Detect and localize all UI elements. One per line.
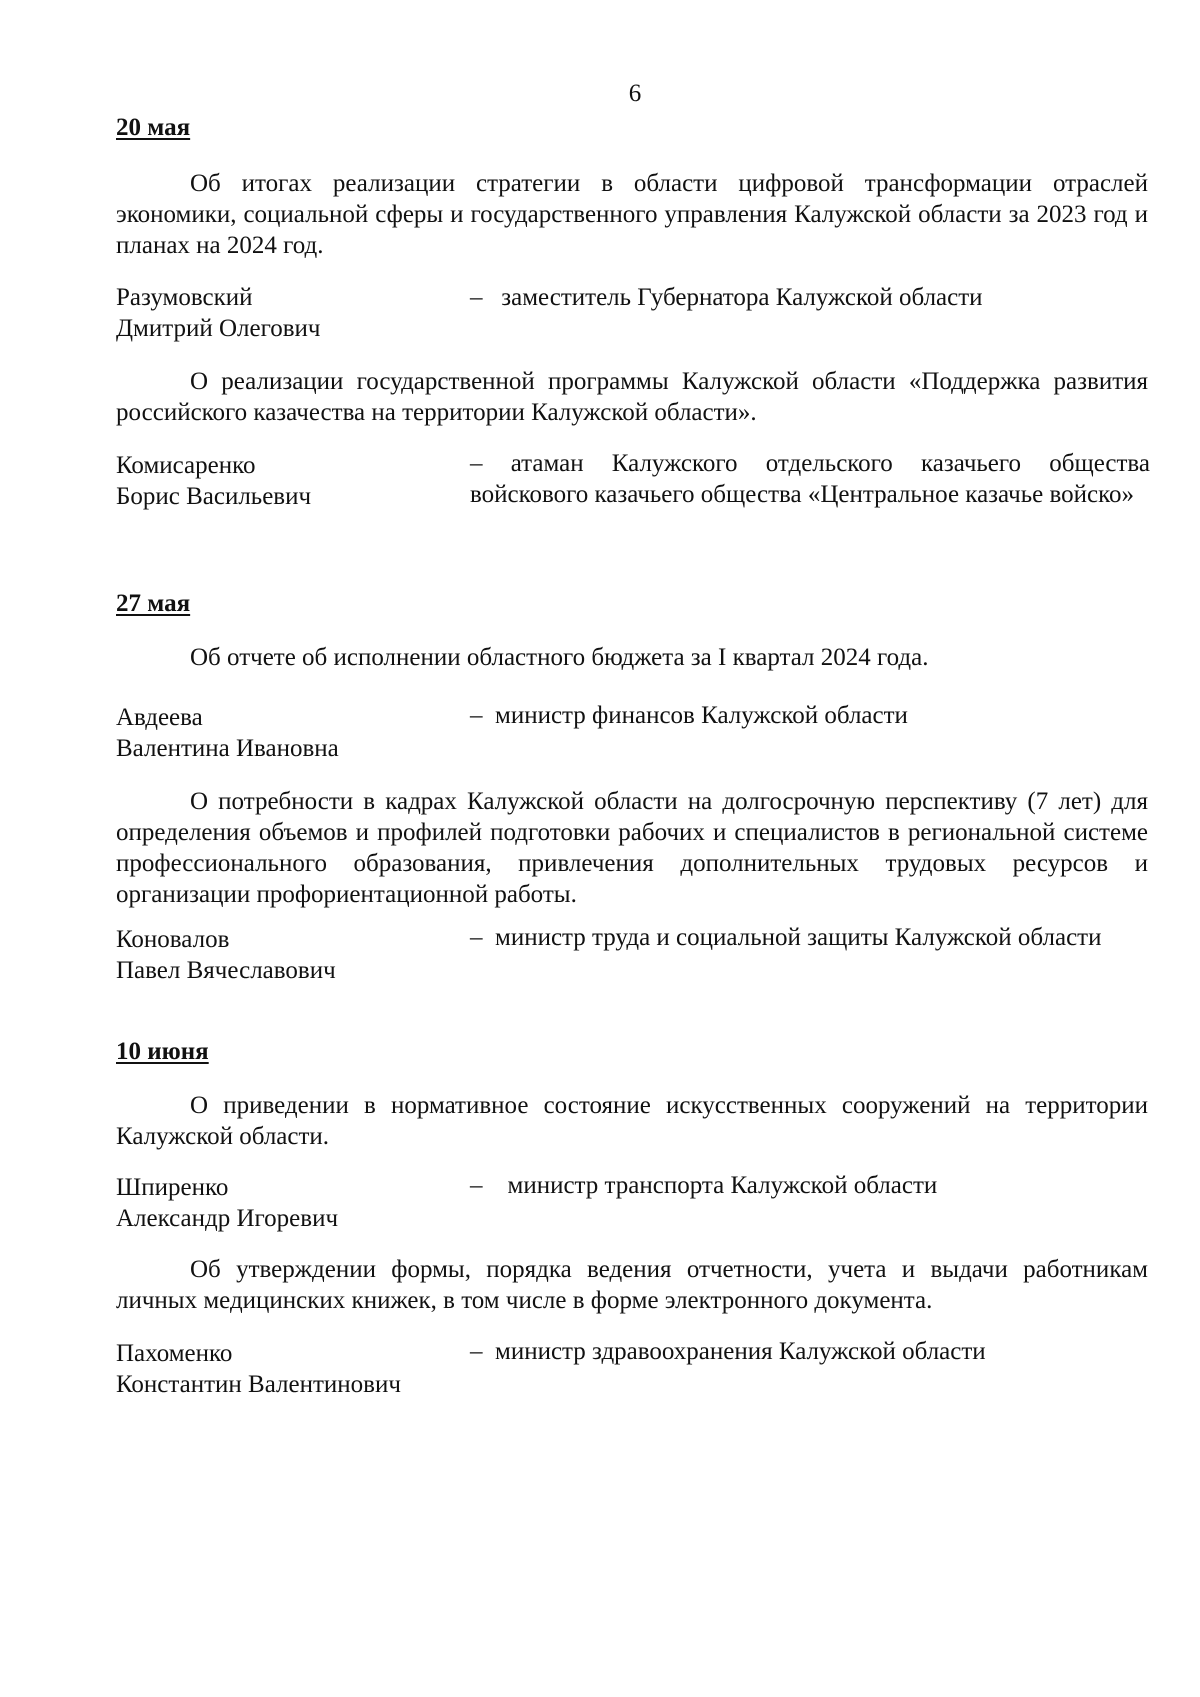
speaker-surname: Разумовский bbox=[116, 284, 253, 311]
section-date: 27 мая bbox=[116, 590, 191, 617]
speaker-role-text: министр финансов Калужской области bbox=[495, 702, 908, 729]
speaker-role-text: министр транспорта Калужской области bbox=[507, 1172, 938, 1199]
section-date: 20 мая bbox=[116, 114, 191, 141]
speaker-role-text: атаман Калужского отдельского казачьего общества войскового казачьего общества «Центральное казачье войско» bbox=[470, 450, 1151, 508]
page-number: 6 bbox=[628, 80, 642, 107]
speaker-given-name: Борис Васильевич bbox=[116, 483, 312, 510]
speaker-role bbox=[470, 282, 1150, 313]
agenda-topic: О потребности в кадрах Калужской области на долгосрочную перспективу (7 лет) для определения объемов и профилей подготовки рабочих и специалистов в региональной системе профессионального образования, привлечения дополнительных трудовых ресурсов и организации профориентационной работы. bbox=[116, 788, 1148, 908]
agenda-topic: Об утверждении формы, порядка ведения отчетности, учета и выдачи работникам личных медицинских книжек, в том числе в форме электронного документа. bbox=[116, 1256, 1148, 1314]
speaker-role-text: заместитель Губернатора Калужской области bbox=[501, 284, 983, 311]
speaker-name bbox=[116, 924, 446, 986]
agenda-topic: Об отчете об исполнении областного бюджета за I квартал 2024 года. bbox=[190, 644, 929, 671]
agenda-topic: Об итогах реализации стратегии в области цифровой трансформации отраслей экономики, социальной сферы и государственного управления Калужской области за 2023 год и планах на 2024 год. bbox=[116, 170, 1148, 259]
dash-separator: – bbox=[470, 1338, 483, 1365]
speaker-surname: Пахоменко bbox=[116, 1340, 233, 1367]
speaker-role bbox=[470, 448, 1150, 510]
speaker-role-text: министр здравоохранения Калужской области bbox=[495, 1338, 986, 1365]
dash-separator: – bbox=[470, 1172, 483, 1199]
speaker-given-name: Павел Вячеславович bbox=[116, 957, 336, 984]
speaker-surname: Коновалов bbox=[116, 926, 230, 953]
speaker-role bbox=[470, 1170, 1150, 1201]
speaker-role bbox=[470, 922, 1150, 953]
speaker-given-name: Валентина Ивановна bbox=[116, 735, 339, 762]
agenda-topic: О приведении в нормативное состояние искусственных сооружений на территории Калужской области. bbox=[116, 1092, 1148, 1150]
speaker-surname: Авдеева bbox=[116, 704, 203, 731]
speaker-name bbox=[116, 1172, 446, 1234]
dash-separator: – bbox=[470, 924, 483, 951]
speaker-role-text: министр труда и социальной защиты Калужской области bbox=[495, 924, 1102, 951]
speaker-surname: Шпиренко bbox=[116, 1174, 229, 1201]
speaker-role bbox=[470, 700, 1150, 731]
speaker-role bbox=[470, 1336, 1150, 1367]
speaker-given-name: Константин Валентинович bbox=[116, 1371, 401, 1398]
speaker-surname: Комисаренко bbox=[116, 452, 256, 479]
dash-separator: – bbox=[470, 702, 483, 729]
dash-separator: – bbox=[470, 450, 483, 477]
agenda-topic: О реализации государственной программы Калужской области «Поддержка развития российского казачества на территории Калужской области». bbox=[116, 368, 1148, 426]
speaker-name bbox=[116, 1338, 446, 1400]
speaker-given-name: Дмитрий Олегович bbox=[116, 315, 321, 342]
speaker-name bbox=[116, 282, 446, 344]
speaker-given-name: Александр Игоревич bbox=[116, 1205, 339, 1232]
dash-separator: – bbox=[470, 284, 483, 311]
speaker-name bbox=[116, 702, 446, 764]
section-date: 10 июня bbox=[116, 1038, 209, 1065]
speaker-name bbox=[116, 450, 446, 512]
